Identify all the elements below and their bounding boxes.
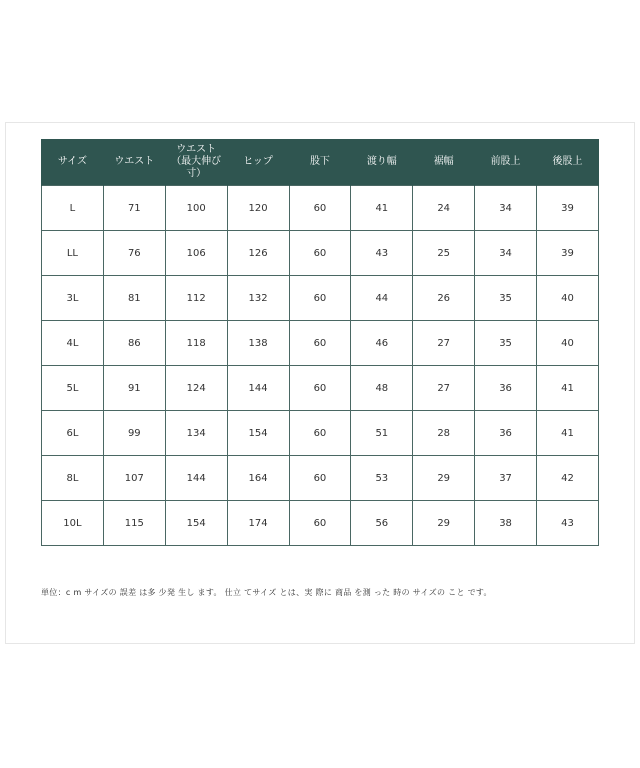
table-cell: 40	[537, 276, 599, 321]
table-cell: 35	[475, 321, 537, 366]
table-cell: 124	[165, 366, 227, 411]
table-cell: 8L	[42, 456, 104, 501]
table-row	[42, 501, 599, 546]
table-cell: 106	[165, 231, 227, 276]
table-cell: 37	[475, 456, 537, 501]
table-cell: 132	[227, 276, 289, 321]
table-cell: 118	[165, 321, 227, 366]
table-cell: 39	[537, 186, 599, 231]
table-cell: 26	[413, 276, 475, 321]
table-cell: 24	[413, 186, 475, 231]
measurement-note: 単位：c m サイズの 誤差 は多 少発 生し ます。 仕立 てサイズ とは、実 際に 商品 を測 った 時の サイズの こと です。	[41, 588, 492, 597]
table-cell: 56	[351, 501, 413, 546]
table-cell: 41	[537, 366, 599, 411]
table-cell: 46	[351, 321, 413, 366]
table-header-row	[42, 139, 599, 186]
table-cell: 36	[475, 411, 537, 456]
table-cell: 29	[413, 456, 475, 501]
table-cell: 86	[103, 321, 165, 366]
table-cell: 115	[103, 501, 165, 546]
table-cell: 28	[413, 411, 475, 456]
table-cell: 3L	[42, 276, 104, 321]
table-cell: 5L	[42, 366, 104, 411]
table-cell: 40	[537, 321, 599, 366]
table-cell: LL	[42, 231, 104, 276]
table-row	[42, 231, 599, 276]
table-row	[42, 456, 599, 501]
table-cell: 27	[413, 366, 475, 411]
table-cell: 48	[351, 366, 413, 411]
table-row	[42, 366, 599, 411]
table-cell: 44	[351, 276, 413, 321]
table-cell: 25	[413, 231, 475, 276]
table-cell: 60	[289, 411, 351, 456]
table-cell: 71	[103, 186, 165, 231]
table-cell: 60	[289, 276, 351, 321]
table-cell: L	[42, 186, 104, 231]
table-cell: 34	[475, 186, 537, 231]
table-cell: 4L	[42, 321, 104, 366]
table-cell: 36	[475, 366, 537, 411]
table-row	[42, 321, 599, 366]
table-cell: 99	[103, 411, 165, 456]
table-cell: 38	[475, 501, 537, 546]
table-cell: 39	[537, 231, 599, 276]
table-cell: 42	[537, 456, 599, 501]
header-thigh-width: 渡り幅	[351, 139, 413, 186]
header-waist-max: ウエスト（最大伸び寸）	[165, 139, 227, 186]
table-cell: 81	[103, 276, 165, 321]
table-cell: 154	[165, 501, 227, 546]
table-cell: 34	[475, 231, 537, 276]
table-cell: 53	[351, 456, 413, 501]
table-row	[42, 411, 599, 456]
table-cell: 60	[289, 456, 351, 501]
table-cell: 60	[289, 186, 351, 231]
table-cell: 60	[289, 321, 351, 366]
table-cell: 10L	[42, 501, 104, 546]
table-cell: 60	[289, 366, 351, 411]
table-cell: 100	[165, 186, 227, 231]
table-cell: 120	[227, 186, 289, 231]
table-cell: 154	[227, 411, 289, 456]
header-back-rise: 後股上	[537, 139, 599, 186]
table-cell: 144	[227, 366, 289, 411]
table-cell: 91	[103, 366, 165, 411]
table-cell: 174	[227, 501, 289, 546]
table-cell: 60	[289, 501, 351, 546]
size-table	[41, 139, 599, 546]
table-cell: 35	[475, 276, 537, 321]
table-cell: 112	[165, 276, 227, 321]
table-cell: 144	[165, 456, 227, 501]
table-cell: 29	[413, 501, 475, 546]
header-front-rise: 前股上	[475, 139, 537, 186]
header-hip: ヒップ	[227, 139, 289, 186]
table-cell: 138	[227, 321, 289, 366]
table-cell: 51	[351, 411, 413, 456]
table-cell: 60	[289, 231, 351, 276]
table-cell: 6L	[42, 411, 104, 456]
header-inseam: 股下	[289, 139, 351, 186]
header-hem-width: 裾幅	[413, 139, 475, 186]
table-row	[42, 186, 599, 231]
header-waist: ウエスト	[103, 139, 165, 186]
header-size: サイズ	[42, 139, 104, 186]
table-cell: 76	[103, 231, 165, 276]
table-cell: 41	[351, 186, 413, 231]
table-cell: 43	[351, 231, 413, 276]
table-cell: 41	[537, 411, 599, 456]
table-cell: 126	[227, 231, 289, 276]
table-cell: 27	[413, 321, 475, 366]
table-cell: 107	[103, 456, 165, 501]
table-row	[42, 276, 599, 321]
table-cell: 164	[227, 456, 289, 501]
table-cell: 134	[165, 411, 227, 456]
table-cell: 43	[537, 501, 599, 546]
